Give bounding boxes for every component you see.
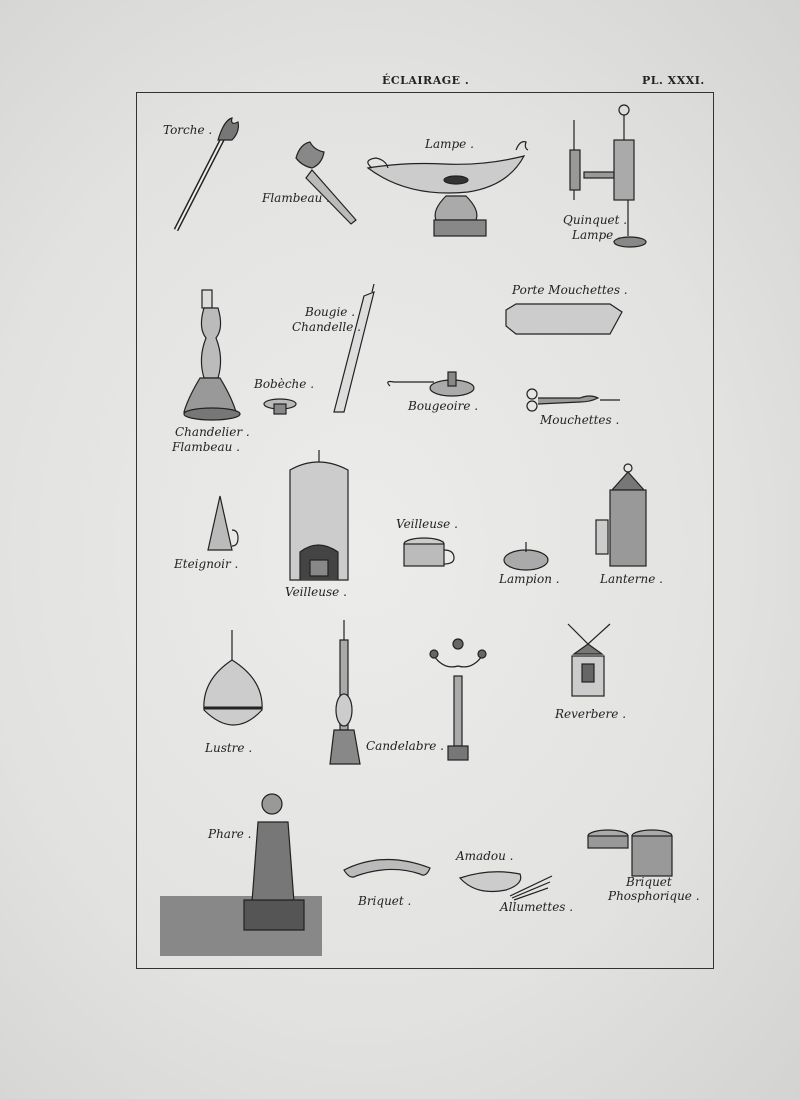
label-mouchettes: Mouchettes .	[540, 413, 620, 427]
lanterne-illustration	[596, 464, 646, 566]
porte-mouchettes-illustration	[506, 304, 622, 334]
veilleuse-small-illustration	[404, 538, 454, 566]
eteignoir-illustration	[208, 496, 238, 550]
label-allumettes: Allumettes .	[500, 900, 574, 914]
label-chandelier: Chandelier .	[175, 425, 250, 439]
label-briquet: Briquet .	[358, 894, 412, 908]
bobeche-illustration	[264, 399, 296, 414]
label-veilleuse-small: Veilleuse .	[396, 517, 458, 531]
label-briquet-phosphorique-1: Briquet	[626, 875, 672, 889]
label-bougeoire: Bougeoire .	[408, 399, 479, 413]
label-phare: Phare .	[208, 827, 252, 841]
mouchettes-illustration	[527, 389, 620, 411]
label-flambeau-torch: Flambeau .	[262, 191, 330, 205]
label-amadou: Amadou .	[456, 849, 514, 863]
flambeau-torch-illustration	[296, 142, 356, 224]
label-bobeche: Bobèche .	[254, 377, 315, 391]
label-candelabre: Candelabre .	[366, 739, 444, 753]
label-quinquet: Quinquet .	[563, 213, 628, 227]
bougeoire-illustration	[388, 372, 474, 396]
label-briquet-phosphorique-2: Phosphorique .	[608, 889, 700, 903]
label-lampe: Lampe .	[425, 137, 474, 151]
plate-number: PL. XXXI.	[642, 74, 705, 87]
label-chandelier-flambeau: Flambeau .	[172, 440, 240, 454]
label-eteignoir: Eteignoir .	[174, 557, 239, 571]
phare-illustration	[160, 794, 322, 956]
label-lampion: Lampion .	[499, 572, 560, 586]
lampe-illustration	[368, 142, 528, 236]
label-porte-mouchettes: Porte Mouchettes .	[512, 283, 628, 297]
chandelier-illustration	[184, 290, 240, 420]
lustre-illustration	[204, 630, 262, 725]
reverbere-illustration	[568, 624, 610, 696]
label-lanterne: Lanterne .	[600, 572, 663, 586]
amadou-illustration	[460, 872, 552, 900]
plate-title: ÉCLAIRAGE .	[382, 74, 470, 87]
briquet-phosphorique-illustration	[588, 830, 672, 876]
briquet-illustration	[344, 859, 430, 877]
label-reverbere: Reverbere .	[555, 707, 627, 721]
lampion-illustration	[504, 542, 548, 570]
veilleuse-big-illustration	[290, 450, 348, 580]
label-bougie: Bougie .	[305, 305, 356, 319]
label-quinquet-lampe: Lampe .	[572, 228, 621, 242]
label-torche: Torche .	[163, 123, 213, 137]
candelabre-tall-illustration	[330, 620, 360, 764]
label-veilleuse-big: Veilleuse .	[285, 585, 347, 599]
label-chandelle: Chandelle .	[292, 320, 361, 334]
bougie-illustration	[334, 284, 374, 412]
label-lustre: Lustre .	[205, 741, 253, 755]
